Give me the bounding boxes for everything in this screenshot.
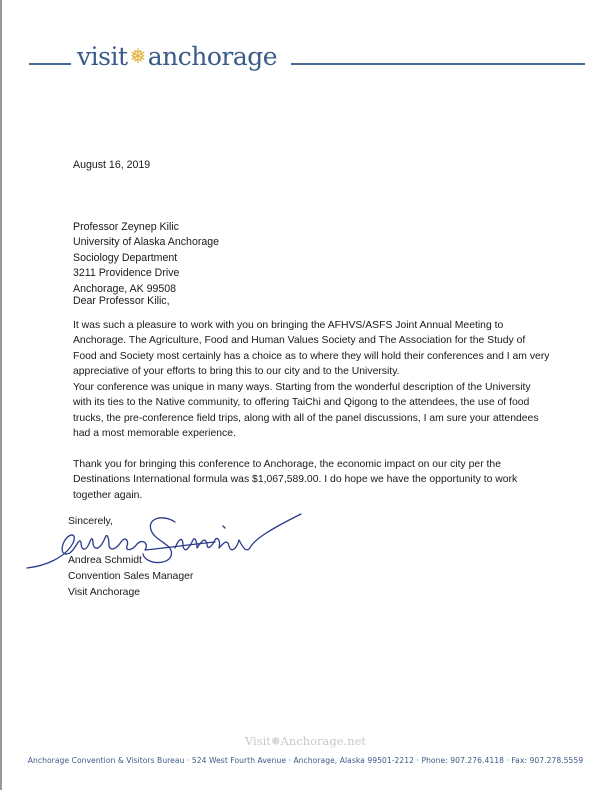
- brand-prefix: visit: [77, 42, 128, 71]
- recipient-organization: University of Alaska Anchorage: [73, 236, 220, 249]
- body-paragraph: It was such a pleasure to work with you on bringing the AFHVS/ASFS Joint Annual Meeting to Anchorage. The Agriculture, Food and Human Values Society and The Association for the Study of Food and Society most certainly has a choice as to where they will hold their conferences and I am very appreciative of your efforts to bring this to our city and to the University.: [73, 320, 550, 378]
- page-edge: [0, 0, 2, 790]
- closing: Sincerely,: [68, 516, 113, 527]
- recipient-department: Sociology Department: [73, 251, 178, 264]
- recipient-address: [73, 220, 219, 297]
- brand-logo: [77, 42, 277, 71]
- letterhead-rule-right: [291, 63, 585, 65]
- signer-name: Andrea Schmidt: [68, 555, 142, 566]
- footer-website: Visit❅Anchorage.net: [244, 734, 367, 748]
- body-paragraph: Thank you for bringing this conference to Anchorage, the economic impact on our city per the Destinations International formula was $1,067,589.00. I do hope we have the opportunity to work together again.: [73, 459, 518, 501]
- recipient-name: Professor Zeynep Kilic: [73, 221, 179, 233]
- snowflake-icon: ❅: [129, 44, 146, 68]
- brand-suffix: anchorage: [147, 42, 278, 71]
- footer-address: Anchorage Convention & Visitors Bureau · 524 West Fourth Avenue · Anchorage, Alaska 99501-2212 · Phone: 907.276.4118 · Fax: 907.278.5559: [27, 756, 584, 765]
- recipient-city: Anchorage, AK 99508: [73, 282, 177, 295]
- salutation: Dear Professor Kilic,: [73, 295, 170, 307]
- letterhead: [29, 40, 585, 80]
- signer-title: Convention Sales Manager: [68, 571, 194, 582]
- letterhead-rule-left: [29, 63, 71, 65]
- signer-organization: Visit Anchorage: [68, 587, 141, 598]
- letter-date: August 16, 2019: [73, 159, 151, 171]
- recipient-street: 3211 Providence Drive: [73, 267, 180, 280]
- body-paragraph: Your conference was unique in many ways. Starting from the wonderful description of the University with its ties to the Native community, to offering TaiChi and Qigong to the attendees, the use of food trucks, the pre-conference field trips, along with all of the panel discussions, I am sure your attendees had a most memorable experience.: [73, 382, 539, 440]
- signature-block: [68, 553, 193, 601]
